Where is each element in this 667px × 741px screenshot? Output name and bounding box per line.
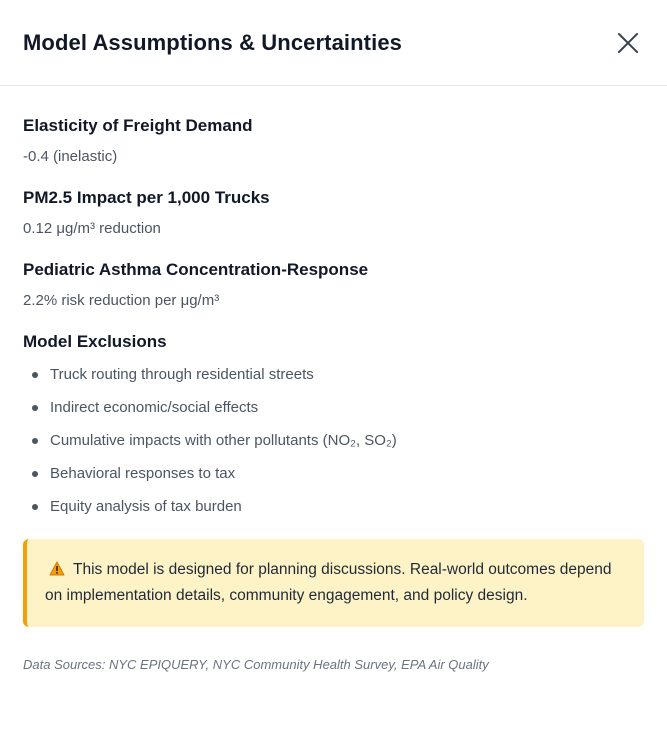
bullet-icon [32,471,38,477]
warning-icon [49,561,65,576]
close-button[interactable] [613,28,643,58]
list-item [23,498,644,516]
exclusion-text: Behavioral responses to tax [50,465,236,482]
assumption-title: PM2.5 Impact per 1,000 Trucks [23,188,270,207]
assumption-value: 2.2% risk reduction per μg/m³ [23,292,220,309]
assumption-title: Pediatric Asthma Concentration-Response [23,260,369,279]
exclusions-list [23,366,644,516]
exclusion-text: Cumulative impacts with other pollutants (NO₂, SO₂) [50,432,397,449]
bullet-icon [32,405,38,411]
modal-title: Model Assumptions & Uncertainties [23,29,402,55]
close-icon [617,32,639,54]
warning-text: This model is designed for planning discussions. Real-world outcomes depend on implementation details, community engagement, and policy design. [45,561,612,604]
assumption-elasticity [23,116,644,166]
exclusion-text: Equity analysis of tax burden [50,498,242,515]
modal-header [0,0,667,86]
exclusions-title: Model Exclusions [23,332,167,351]
assumption-asthma [23,260,644,310]
assumption-title: Elasticity of Freight Demand [23,116,253,135]
modal-body [0,86,667,672]
assumption-value: 0.12 μg/m³ reduction [23,220,161,237]
assumption-value: -0.4 (inelastic) [23,148,118,165]
list-item [23,366,644,384]
bullet-icon [32,504,38,510]
warning-callout [23,539,644,627]
list-item [23,432,644,450]
assumption-pm25 [23,188,644,238]
exclusion-text: Truck routing through residential streets [50,366,314,383]
exclusion-text: Indirect economic/social effects [50,399,259,416]
data-sources: Data Sources: NYC EPIQUERY, NYC Community Health Survey, EPA Air Quality [23,657,489,672]
list-item [23,465,644,483]
list-item [23,399,644,417]
bullet-icon [32,372,38,378]
bullet-icon [32,438,38,444]
